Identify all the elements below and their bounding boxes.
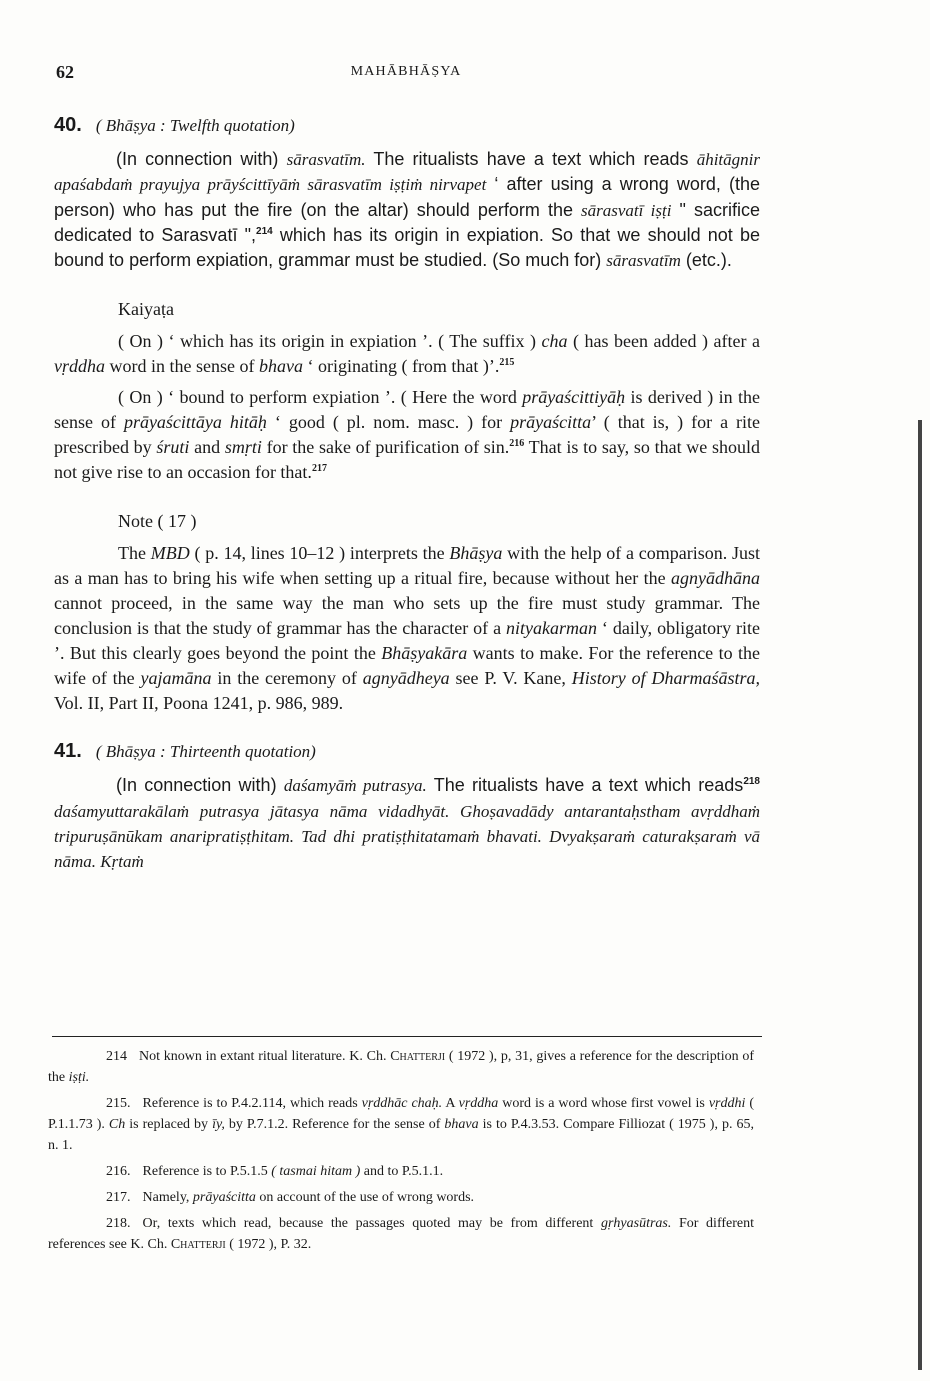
running-title: MAHĀBHĀṢYA xyxy=(350,64,462,79)
footnote-ref-217: 217 xyxy=(311,463,327,475)
section-40-heading xyxy=(54,112,760,139)
section-40-number: 40. xyxy=(54,114,82,136)
section-40-title: ( Bhāṣya : Twelfth quotation) xyxy=(95,116,295,135)
footnote-ref-215: 215 xyxy=(499,357,515,369)
footnote-ref-218: 218 xyxy=(743,776,760,788)
footnotes xyxy=(48,1046,754,1260)
kaiyata-paragraph-2: ( On ) ‘ bound to perform expiation ’. ( Here the word prāyaścittiyāḥ is derived ) in the sense of prāyaścittāya hitāḥ ‘ good ( pl. nom. masc. ) for prāyaścitta’ ( that is, ) for a rite prescribed by śruti and smṛti for the sake of purification of sin.$^{216}$ That is to say, so that we should not give rise to an occasion for that.$^{217}$ xyxy=(54,387,761,483)
footnote-ref-216: 216 xyxy=(509,438,525,450)
page-number: 62 xyxy=(56,62,74,82)
section-40-paragraph: (In connection with) sārasvatīm. The ritualists have a text which reads āhitāgnir apaśabdaṁ prayujya prāyścittīyāṁ sārasvatīm iṣṭiṁ nirvapet ‘ after using a wrong word, (the person) who has put the fire (on the altar) should perform the sārasvatī iṣṭi " sacrifice dedicated to Sarasvatī ",$^{214}$ which has its origin in expiation. So that we should not be bound to perform expiation, grammar must be studied. (So much for) sārasvatīm (etc.). xyxy=(54,149,761,271)
section-41-number: 41. xyxy=(54,740,82,763)
footnote-214: 214 Not known in extant ritual literature. K. Ch. Chatterji ( 1972 ), p, 31, gives a reference for the description of the iṣṭi. xyxy=(48,1049,754,1085)
section-41-paragraph: (In connection with) daśamyāṁ putrasya. The ritualists have a text which reads$^{218}$ daśamyuttarakālaṁ putrasya jātasya nāma vidadhyāt. Ghoṣavadādy antarantaḥstham avṛddhaṁ tripuruṣānūkam anaripratiṣṭhitam. Tad dhi pratiṣṭhitatamaṁ bhavati. Dvyakṣaraṁ caturakṣaraṁ vā nāma. Kṛtaṁ xyxy=(54,775,760,872)
footnote-divider xyxy=(52,1036,762,1037)
section-41-heading xyxy=(54,738,760,765)
section-41-title: ( Bhāṣya : Thirteenth quotation) xyxy=(95,742,316,762)
footnote-215: 215. Reference is to P.4.2.114, which reads vṛddhāc chaḥ. A vṛddha word is a word whose first vowel is vṛddhi ( P.1.1.73 ). Ch is replaced by īy, by P.7.1.2. Reference for the sense of bhava is to P.4.3.53. Compare Filliozat ( 1975 ), p. 65, n. 1. xyxy=(48,1096,754,1153)
note-heading: Note ( 17 ) xyxy=(118,511,197,532)
footnote-218: 218. Or, texts which read, because the passages quoted may be from different gṛhyasūtras. For different references see K. Ch. Chatterji ( 1972 ), P. 32. xyxy=(48,1216,755,1252)
main-text xyxy=(54,112,760,875)
kaiyata-heading: Kaiyaṭa xyxy=(118,299,174,320)
scan-edge-shadow xyxy=(918,420,922,1370)
kaiyata-paragraph-1: ( On ) ‘ which has its origin in expiation ’. ( The suffix ) cha ( has been added ) after a vṛddha word in the sense of bhava ‘ originating ( from that )’.$^{215}$ xyxy=(54,331,760,377)
footnote-216: 216. Reference is to P.5.1.5 ( tasmai hitam ) and to P.5.1.1. xyxy=(106,1164,444,1179)
note-paragraph: The MBD ( p. 14, lines 10–12 ) interprets the Bhāṣya with the help of a comparison. Just as a man has to bring his wife when setting up a ritual fire, because without her the agnyādhāna cannot proceed, in the same way the man who sets up the fire must study grammar. The conclusion is that the study of grammar has the character of a nityakarman ‘ daily, obligatory rite ’. But this clearly goes beyond the point the Bhāṣyakāra wants to make. For the reference to the wife of the yajamāna in the ceremony of agnyādheya see P. V. Kane, History of Dharmaśāstra, Vol. II, Part II, Poona 1241, p. 986, 989. xyxy=(54,543,761,714)
page-header xyxy=(56,62,756,86)
footnote-217: 217. Namely, prāyaścitta on account of the use of wrong words. xyxy=(106,1190,475,1205)
footnote-ref-214: 214 xyxy=(256,225,273,237)
